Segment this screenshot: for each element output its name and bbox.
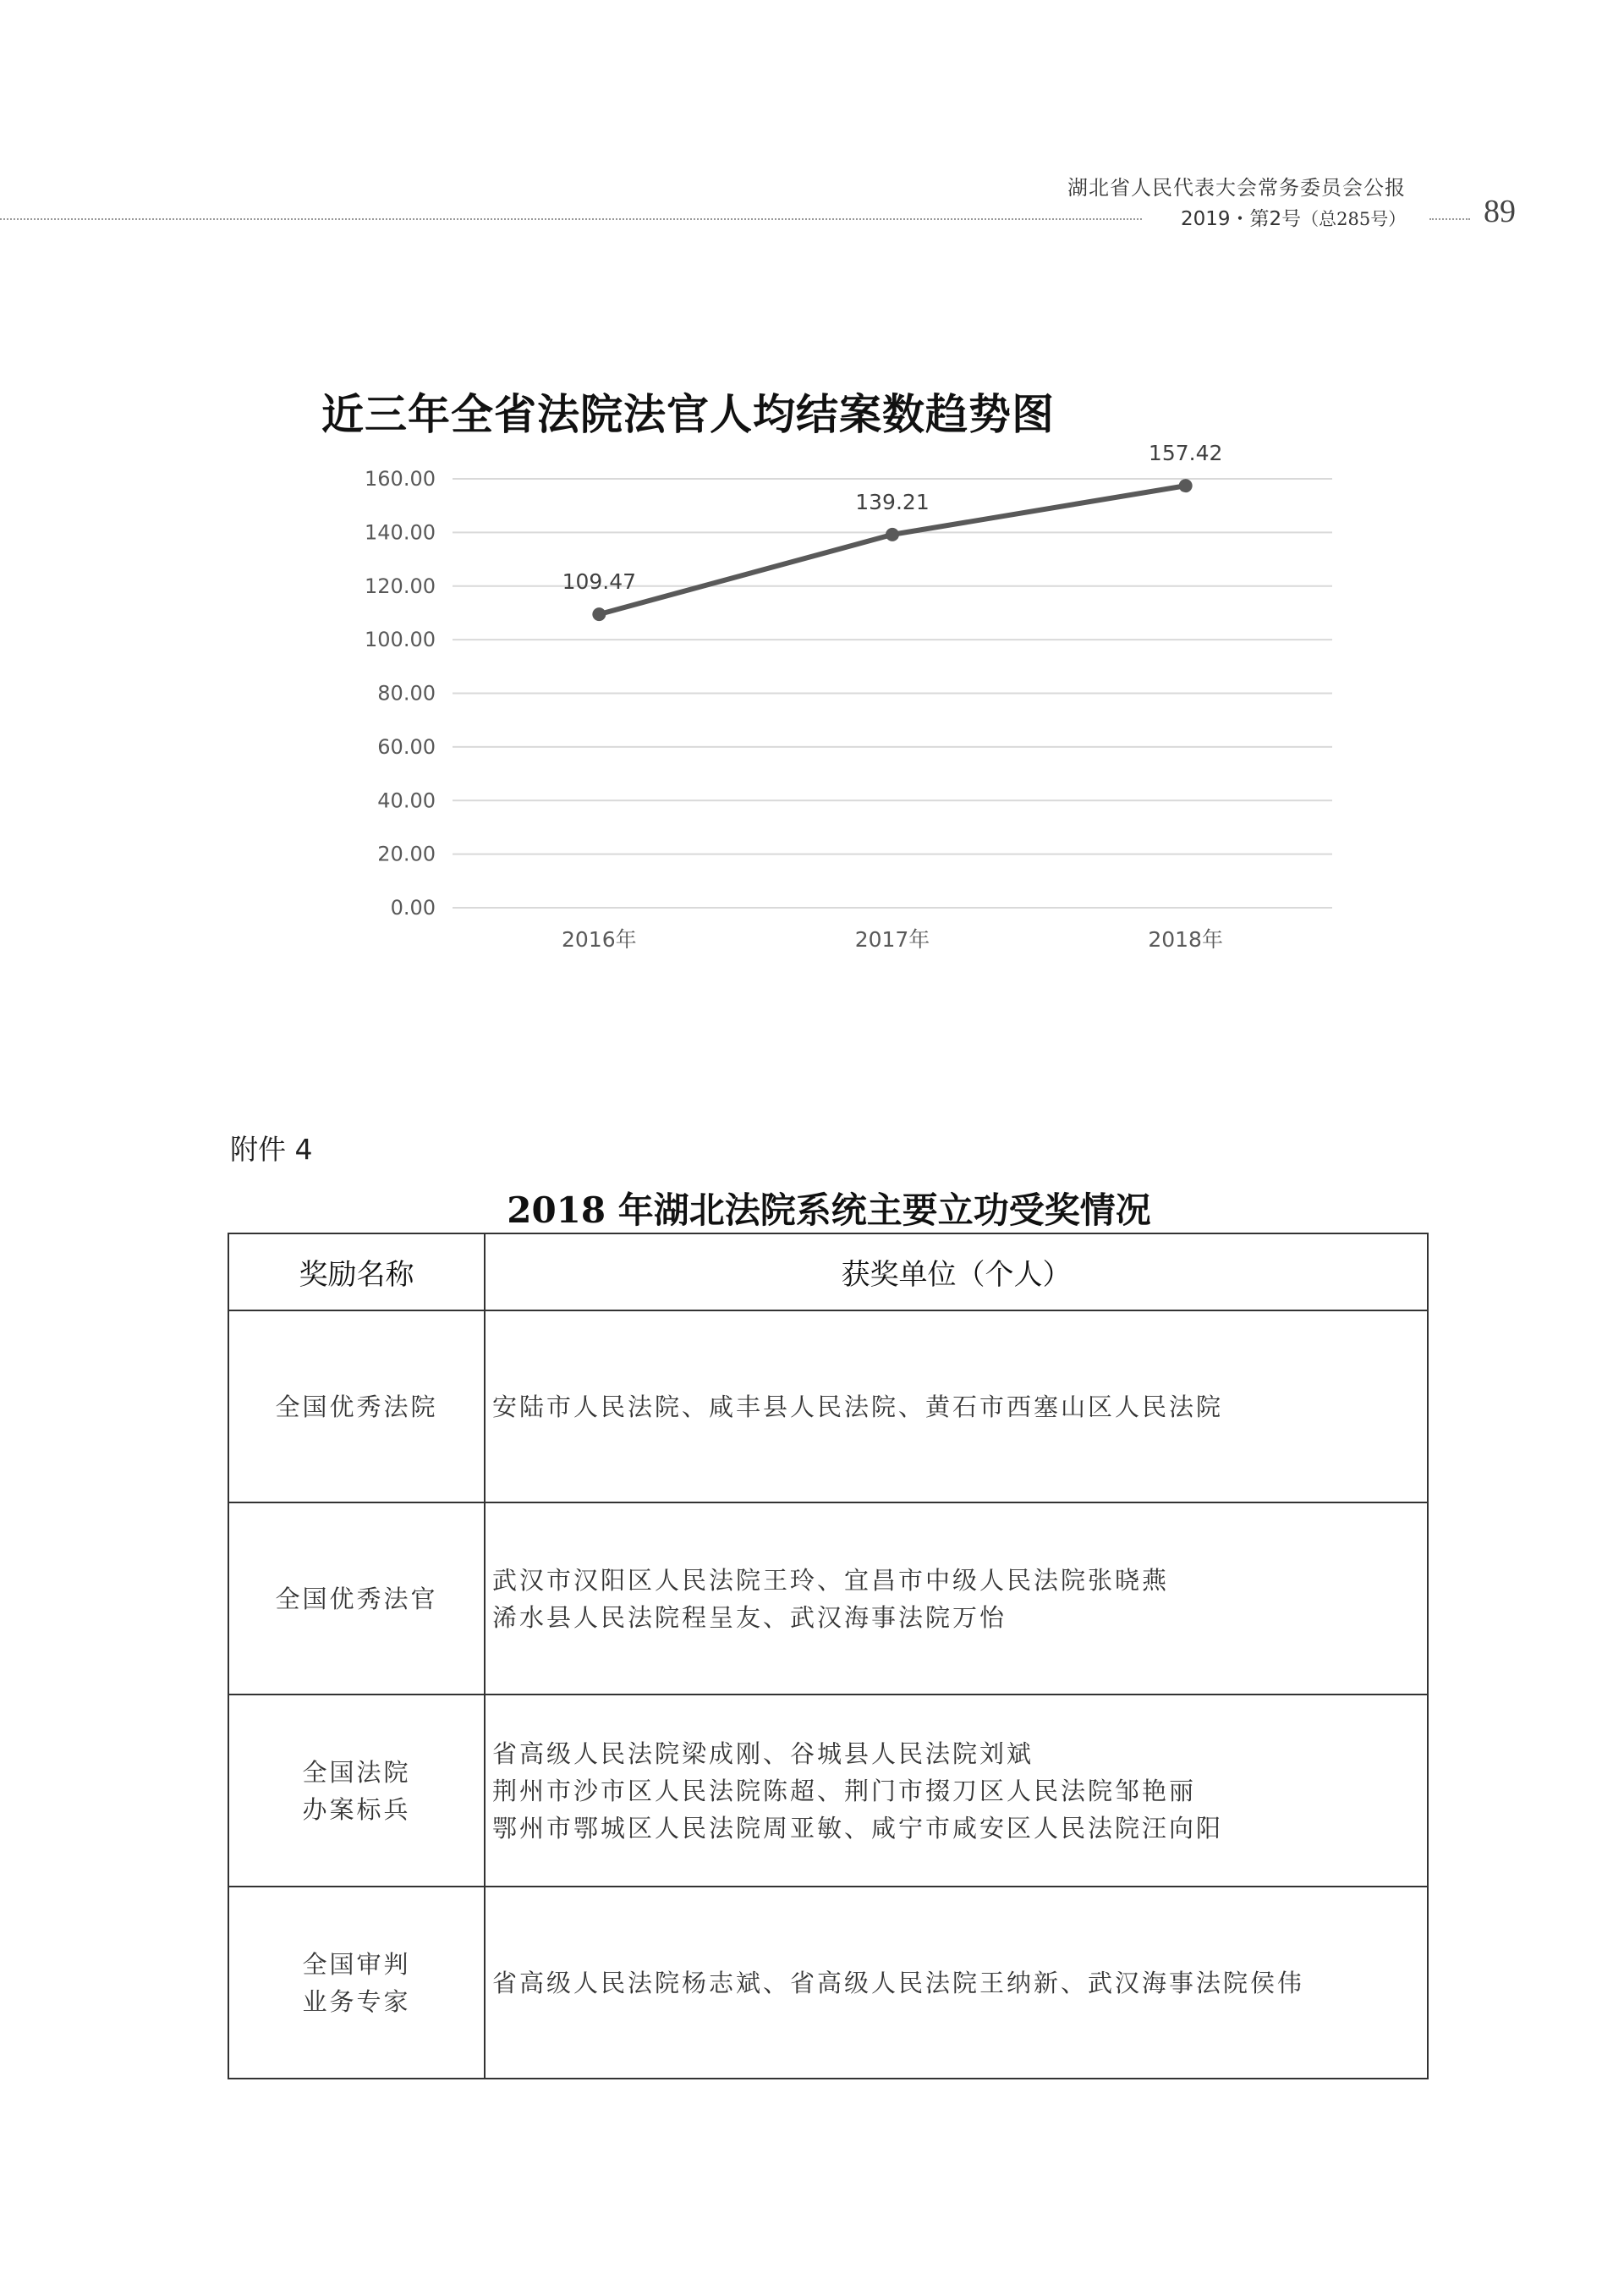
award-name-cell bbox=[228, 1887, 485, 2079]
table-row bbox=[228, 1695, 1428, 1887]
data-label: 139.21 bbox=[855, 489, 930, 514]
recipients-line: 荆州市沙市区人民法院陈超、荆门市掇刀区人民法院邹艳丽 bbox=[492, 1776, 1197, 1805]
award-name-line: 全国优秀法院 bbox=[275, 1392, 438, 1421]
issue-label: 2019・第2号 bbox=[1181, 208, 1302, 230]
issue-total: （总285号） bbox=[1301, 209, 1407, 229]
award-name-line: 业务专家 bbox=[302, 1986, 411, 2016]
data-label: 157.42 bbox=[1148, 441, 1223, 466]
recipients-line: 武汉市汉阳区人民法院王玲、宜昌市中级人民法院张晓燕 bbox=[492, 1565, 1170, 1595]
table-row bbox=[228, 1310, 1428, 1502]
recipients-line: 省高级人民法院梁成刚、谷城县人民法院刘斌 bbox=[492, 1738, 1034, 1768]
award-name-cell bbox=[228, 1310, 485, 1502]
data-point bbox=[886, 528, 899, 541]
journal-title: 湖北省人民代表大会常务委员会公报 bbox=[1067, 176, 1406, 200]
data-point bbox=[592, 607, 606, 621]
award-name-line: 办案标兵 bbox=[302, 1794, 411, 1824]
table-row bbox=[228, 1502, 1428, 1695]
recipients-cell bbox=[485, 1502, 1428, 1695]
y-tick-label: 60.00 bbox=[377, 734, 436, 759]
x-tick-label: 2016年 bbox=[562, 927, 637, 952]
table-title: 2018 年湖北法院系统主要立功受奖情况 bbox=[507, 1189, 1151, 1231]
awards-table bbox=[228, 1233, 1429, 2079]
y-tick-label: 100.00 bbox=[365, 628, 436, 652]
y-tick-label: 160.00 bbox=[365, 467, 436, 491]
header-award-name: 奖励名称 bbox=[228, 1233, 485, 1310]
recipients-line: 省高级人民法院杨志斌、省高级人民法院王纳新、武汉海事法院侯伟 bbox=[492, 1968, 1305, 1997]
y-tick-label: 20.00 bbox=[377, 842, 436, 866]
recipients-cell bbox=[485, 1887, 1428, 2079]
annex-label: 附件 4 bbox=[230, 1133, 313, 1166]
award-name-line: 全国审判 bbox=[302, 1949, 411, 1979]
y-tick-label: 80.00 bbox=[377, 681, 436, 706]
header-recipients: 获奖单位（个人） bbox=[485, 1233, 1428, 1310]
page-number: 89 bbox=[1484, 194, 1516, 229]
recipients-cell bbox=[485, 1695, 1428, 1887]
recipients-line: 浠水县人民法院程呈友、武汉海事法院万怡 bbox=[492, 1602, 1007, 1632]
y-tick-label: 40.00 bbox=[377, 788, 436, 813]
data-label: 109.47 bbox=[562, 569, 637, 595]
table-row bbox=[228, 1887, 1428, 2079]
line-chart bbox=[0, 0, 1624, 973]
x-tick-label: 2018年 bbox=[1148, 927, 1223, 952]
recipients-cell bbox=[485, 1310, 1428, 1502]
award-name-cell bbox=[228, 1695, 485, 1887]
recipients-line: 安陆市人民法院、咸丰县人民法院、黄石市西塞山区人民法院 bbox=[492, 1392, 1224, 1421]
y-tick-label: 0.00 bbox=[390, 896, 436, 920]
chart-title: 近三年全省法院法官人均结案数趋势图 bbox=[321, 390, 1055, 439]
award-name-line: 全国法院 bbox=[302, 1757, 411, 1787]
data-point bbox=[1179, 479, 1193, 492]
award-name-cell bbox=[228, 1502, 485, 1695]
x-tick-label: 2017年 bbox=[854, 927, 930, 952]
y-tick-label: 140.00 bbox=[365, 520, 436, 545]
award-name-line: 全国优秀法官 bbox=[275, 1584, 438, 1613]
table-header-row bbox=[228, 1233, 1428, 1310]
y-tick-label: 120.00 bbox=[365, 574, 436, 598]
recipients-line: 鄂州市鄂城区人民法院周亚敏、咸宁市咸安区人民法院汪向阳 bbox=[492, 1813, 1224, 1843]
